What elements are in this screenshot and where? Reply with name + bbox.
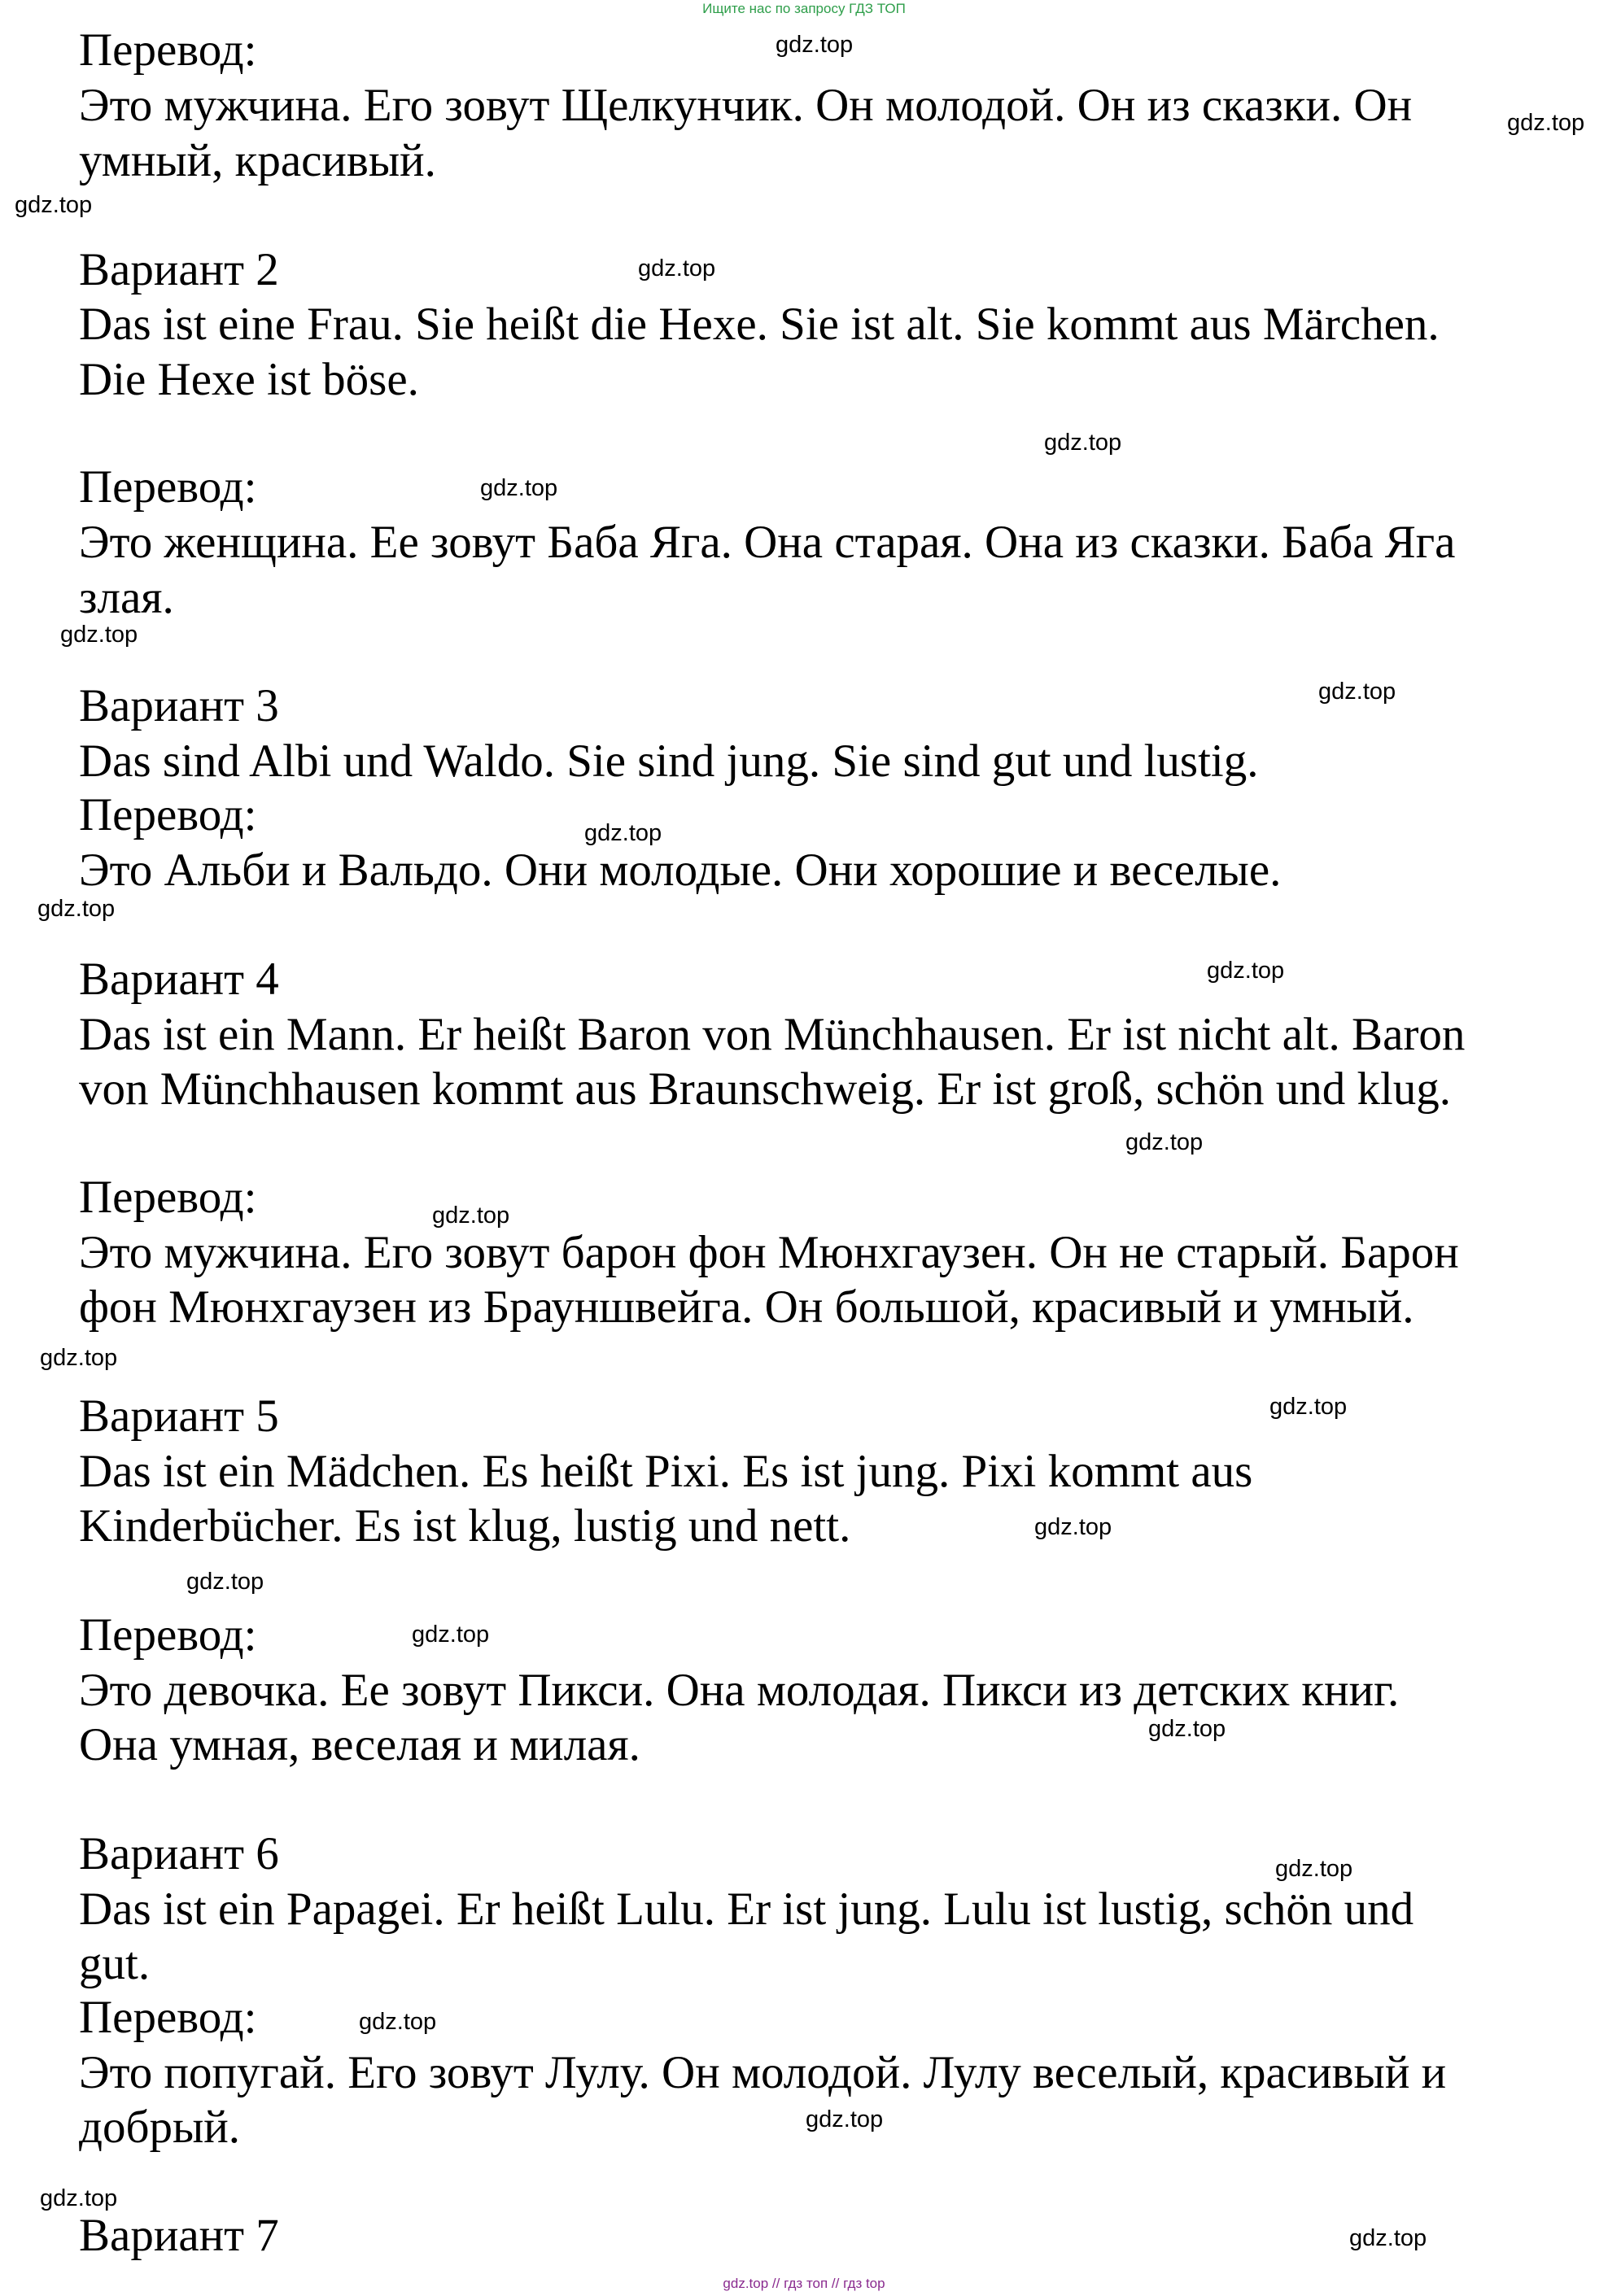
text-line: Она умная, веселая и милая. <box>79 1719 640 1770</box>
watermark: gdz.top <box>359 2009 437 2035</box>
variant-heading: Вариант 4 <box>79 954 279 1005</box>
watermark: gdz.top <box>1318 679 1396 705</box>
watermark: gdz.top <box>638 255 716 282</box>
watermark: gdz.top <box>37 896 116 922</box>
watermark: gdz.top <box>1349 2225 1427 2251</box>
watermark: gdz.top <box>1125 1129 1204 1155</box>
watermark: gdz.top <box>40 1345 118 1371</box>
watermark: gdz.top <box>776 32 854 58</box>
text-line: Das ist ein Mann. Er heißt Baron von Münchhausen. Er ist nicht alt. Baron <box>79 1009 1466 1060</box>
text-line: gut. <box>79 1938 151 1989</box>
variant-heading: Вариант 6 <box>79 1828 279 1879</box>
variant-heading: Вариант 7 <box>79 2210 279 2261</box>
translation-label: Перевод: <box>79 1992 257 2043</box>
header-search-note: Ищите нас по запросу ГДЗ ТОП <box>702 1 906 16</box>
watermark: gdz.top <box>412 1622 490 1648</box>
watermark: gdz.top <box>15 192 93 218</box>
watermark: gdz.top <box>584 820 662 846</box>
watermark: gdz.top <box>1507 110 1585 136</box>
text-line: Это женщина. Ее зовут Баба Яга. Она старая. Она из сказки. Баба Яга <box>79 517 1456 568</box>
text-line: Это мужчина. Его зовут Щелкунчик. Он молодой. Он из сказки. Он <box>79 80 1413 131</box>
text-line: Das sind Albi und Waldo. Sie sind jung. Sie sind gut und lustig. <box>79 736 1259 787</box>
watermark: gdz.top <box>40 2185 118 2211</box>
text-line: Это мужчина. Его зовут барон фон Мюнхгаузен. Он не старый. Барон <box>79 1227 1459 1278</box>
watermark: gdz.top <box>1207 958 1285 984</box>
translation-label: Перевод: <box>79 789 257 840</box>
watermark: gdz.top <box>1148 1716 1226 1742</box>
text-line: Das ist ein Papagei. Er heißt Lulu. Er ist jung. Lulu ist lustig, schön und <box>79 1884 1414 1935</box>
translation-label: Перевод: <box>79 461 257 513</box>
text-line: добрый. <box>79 2102 241 2153</box>
variant-heading: Вариант 3 <box>79 680 279 731</box>
text-line: Это попугай. Его зовут Лулу. Он молодой. Лулу веселый, красивый и <box>79 2047 1447 2098</box>
watermark: gdz.top <box>60 622 138 648</box>
translation-label: Перевод: <box>79 24 257 76</box>
text-line: Das ist eine Frau. Sie heißt die Hexe. Sie ist alt. Sie kommt aus Märchen. <box>79 299 1440 350</box>
watermark: gdz.top <box>186 1569 264 1595</box>
watermark: gdz.top <box>480 475 558 501</box>
text-line: Kinderbücher. Es ist klug, lustig und nett. <box>79 1500 851 1552</box>
text-line: Das ist ein Mädchen. Es heißt Pixi. Es ist jung. Pixi kommt aus <box>79 1446 1253 1497</box>
watermark: gdz.top <box>1034 1514 1112 1540</box>
translation-label: Перевод: <box>79 1609 257 1661</box>
text-line: злая. <box>79 572 174 623</box>
variant-heading: Вариант 5 <box>79 1390 279 1442</box>
translation-label: Перевод: <box>79 1172 257 1223</box>
text-line: Die Hexe ist böse. <box>79 354 419 405</box>
watermark: gdz.top <box>1275 1856 1353 1882</box>
text-line: Это Альби и Вальдо. Они молодые. Они хорошие и веселые. <box>79 845 1282 896</box>
text-line: Это девочка. Ее зовут Пикси. Она молодая. Пикси из детских книг. <box>79 1665 1400 1716</box>
text-line: умный, красивый. <box>79 135 436 186</box>
watermark: gdz.top <box>1044 430 1122 456</box>
footer-note: gdz.top // гдз топ // гдз top <box>723 2276 885 2291</box>
text-line: фон Мюнхгаузен из Брауншвейга. Он большой, красивый и умный. <box>79 1281 1414 1333</box>
watermark: gdz.top <box>1269 1394 1348 1420</box>
variant-heading: Вариант 2 <box>79 244 279 295</box>
watermark: gdz.top <box>432 1203 510 1229</box>
text-line: von Münchhausen kommt aus Braunschweig. Er ist groß, schön und klug. <box>79 1063 1452 1115</box>
watermark: gdz.top <box>806 2106 884 2132</box>
